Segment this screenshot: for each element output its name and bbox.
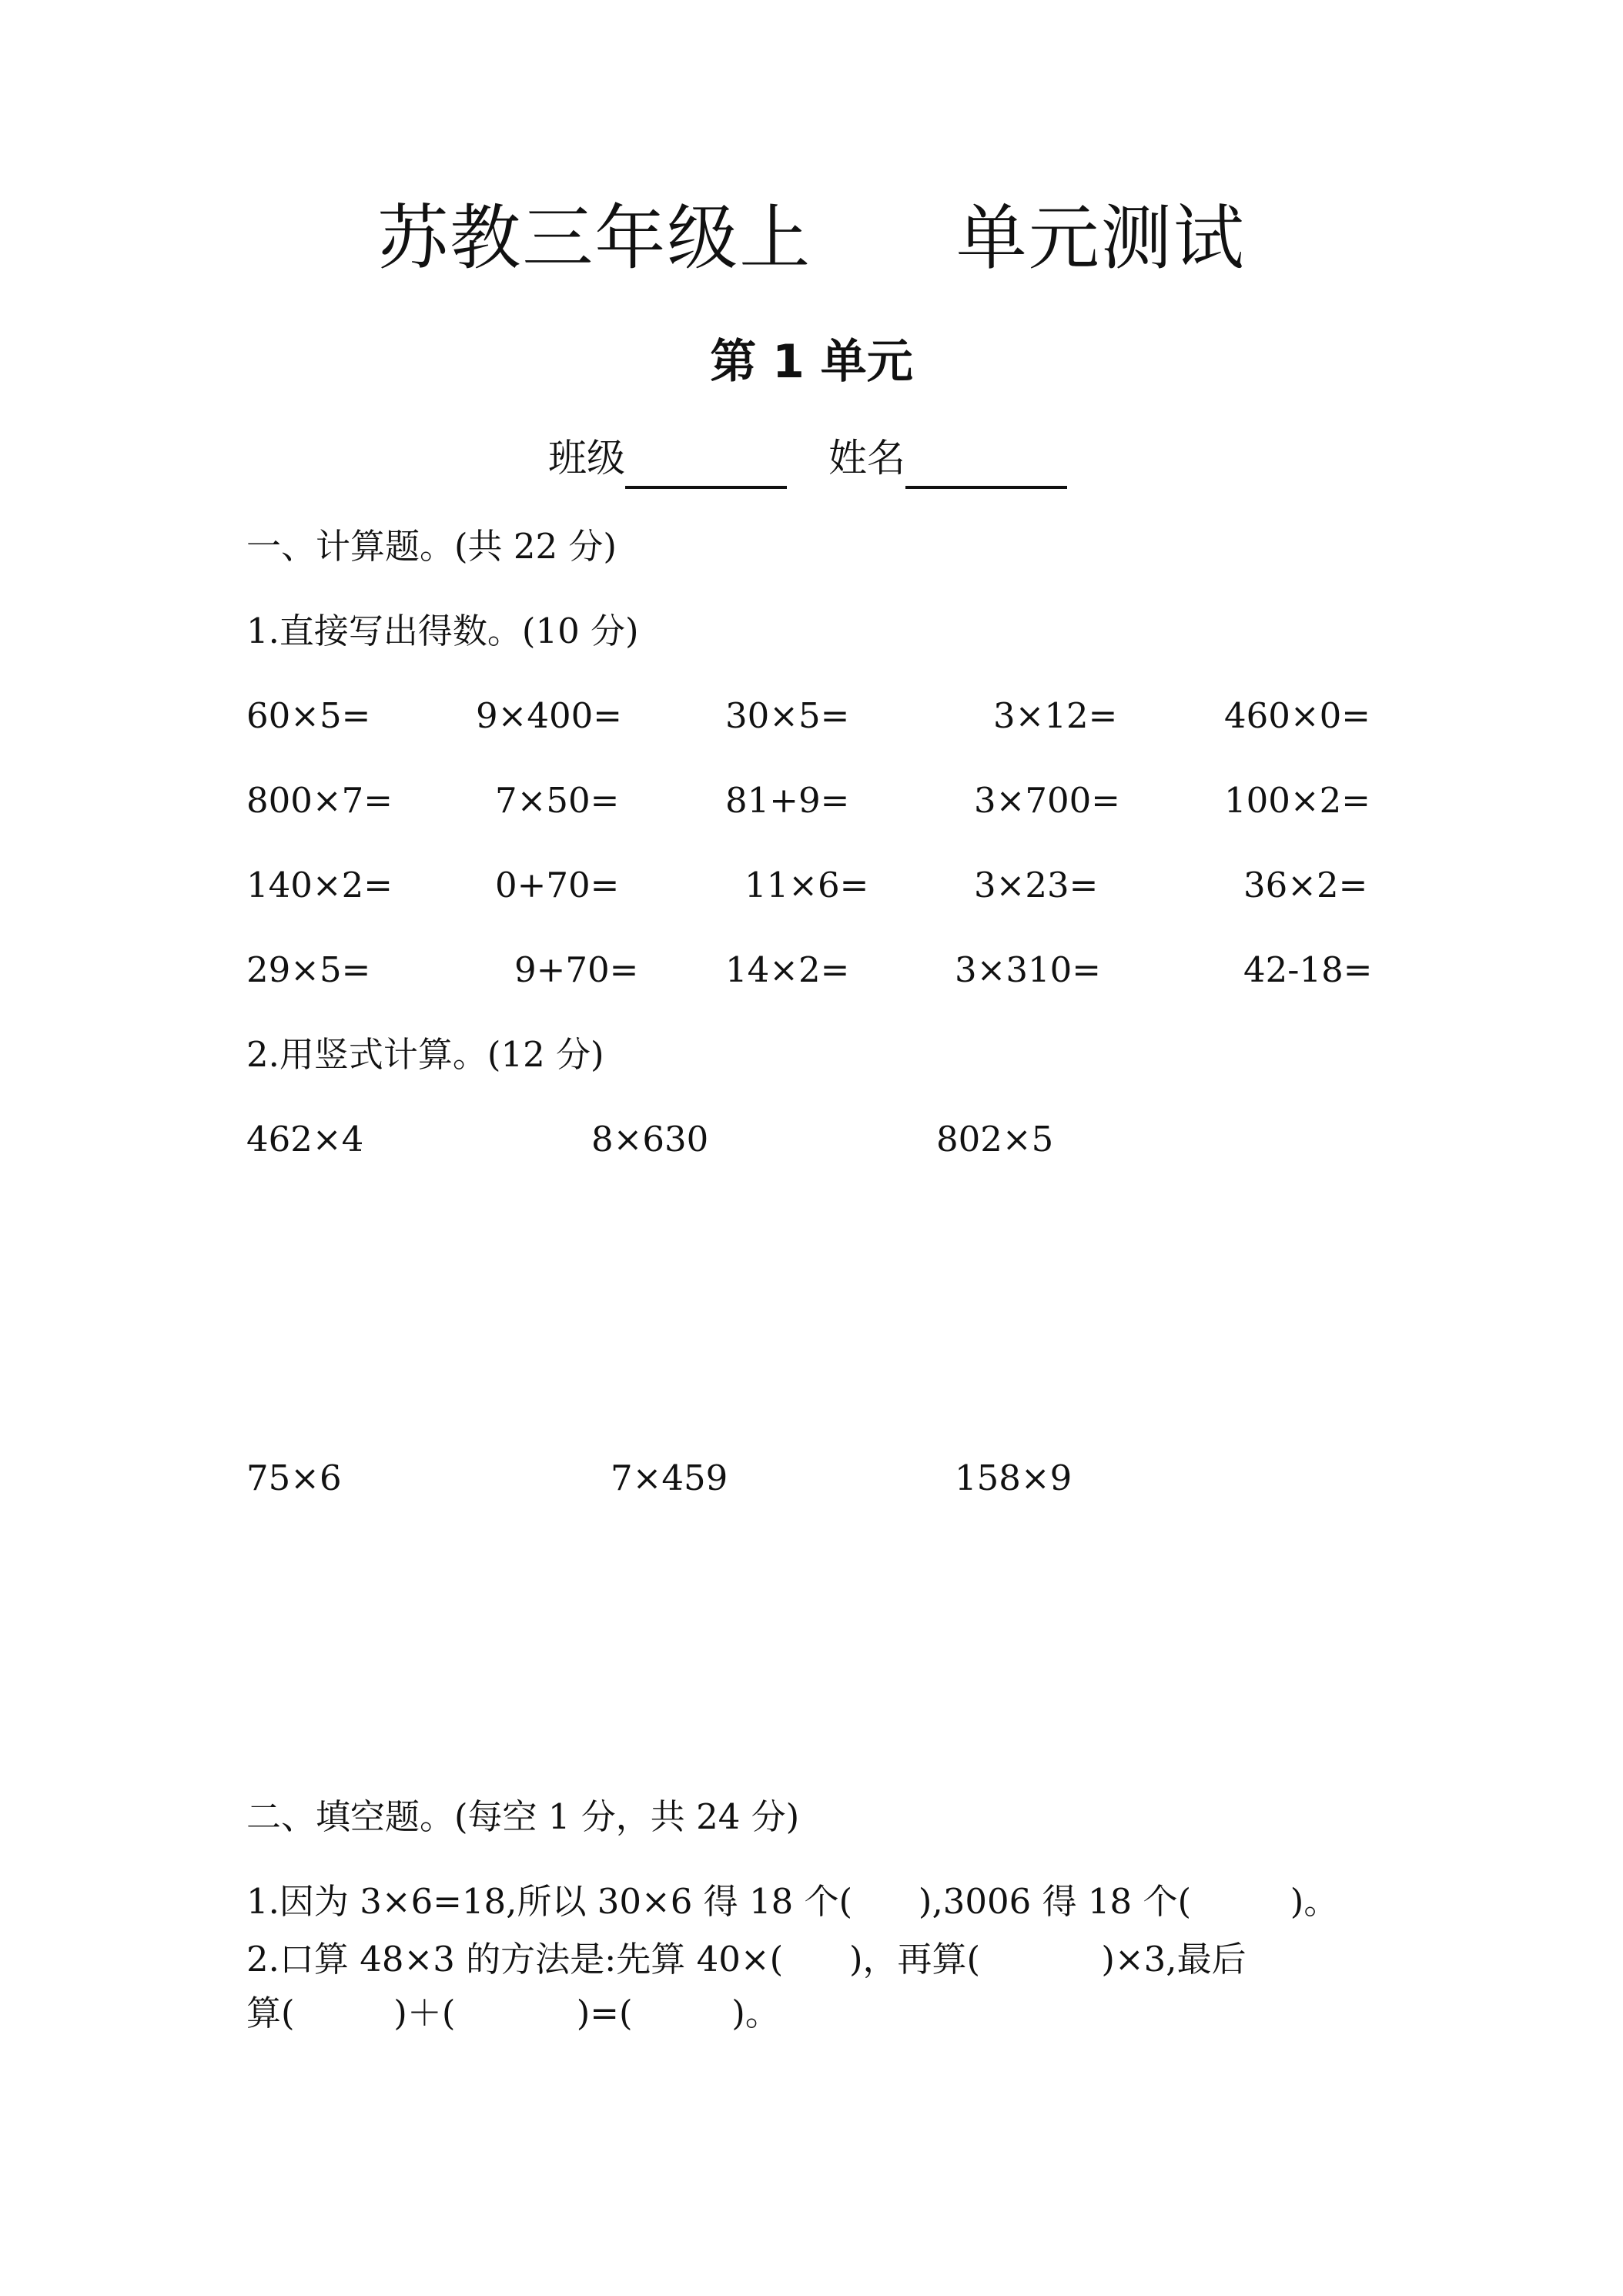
vertical-calc-item: 8×630 bbox=[591, 1119, 709, 1160]
oral-calc-item: 140×2= bbox=[246, 865, 393, 905]
vertical-calc-item: 802×5 bbox=[936, 1119, 1054, 1160]
oral-calc-item: 81+9= bbox=[725, 780, 850, 821]
section-1-heading: 一、计算题。(共 22 分) bbox=[246, 526, 617, 567]
oral-calc-item: 460×0= bbox=[1224, 695, 1370, 736]
name-label: 姓名 bbox=[828, 436, 905, 480]
class-blank[interactable] bbox=[625, 438, 787, 489]
fill-blank-question-2: 2.口算 48×3 的方法是:先算 40×( )，再算( )×3,最后 bbox=[246, 1939, 1247, 1980]
oral-calc-item: 0+70= bbox=[495, 865, 620, 905]
oral-calc-item: 3×12= bbox=[993, 695, 1118, 736]
student-info bbox=[548, 427, 1067, 489]
question-1-1-heading: 1.直接写出得数。(10 分) bbox=[246, 611, 639, 651]
oral-calc-item: 3×310= bbox=[955, 949, 1101, 990]
page-title: 苏教三年级上 单元测试 bbox=[377, 197, 1246, 279]
oral-calc-item: 3×700= bbox=[974, 780, 1120, 821]
vertical-calc-item: 158×9 bbox=[955, 1458, 1073, 1498]
oral-calc-item: 60×5= bbox=[246, 695, 371, 736]
oral-calc-item: 100×2= bbox=[1224, 780, 1370, 821]
oral-calc-item: 11×6= bbox=[745, 865, 869, 905]
section-2-heading: 二、填空题。(每空 1 分，共 24 分) bbox=[246, 1796, 800, 1837]
fill-blank-question-2-continued: 算( )＋( )=( )。 bbox=[246, 1993, 780, 2033]
oral-calc-item: 3×23= bbox=[974, 865, 1099, 905]
oral-calc-item: 36×2= bbox=[1243, 865, 1368, 905]
oral-calc-item: 29×5= bbox=[246, 949, 371, 990]
question-1-2-heading: 2.用竖式计算。(12 分) bbox=[246, 1034, 604, 1075]
vertical-calc-item: 7×459 bbox=[611, 1458, 728, 1498]
class-label: 班级 bbox=[548, 436, 625, 480]
oral-calc-item: 30×5= bbox=[725, 695, 850, 736]
vertical-calc-item: 462×4 bbox=[246, 1119, 364, 1160]
oral-calc-item: 9×400= bbox=[476, 695, 622, 736]
vertical-calc-item: 75×6 bbox=[246, 1458, 342, 1498]
oral-calc-item: 14×2= bbox=[725, 949, 850, 990]
oral-calc-item: 42-18= bbox=[1243, 949, 1373, 990]
oral-calc-item: 9+70= bbox=[514, 949, 639, 990]
name-blank[interactable] bbox=[905, 438, 1067, 489]
unit-subtitle: 第 1 单元 bbox=[710, 335, 913, 389]
oral-calc-item: 800×7= bbox=[246, 780, 393, 821]
oral-calc-item: 7×50= bbox=[495, 780, 620, 821]
fill-blank-question-1: 1.因为 3×6=18,所以 30×6 得 18 个( ),3006 得 18 个( )。 bbox=[246, 1881, 1339, 1922]
